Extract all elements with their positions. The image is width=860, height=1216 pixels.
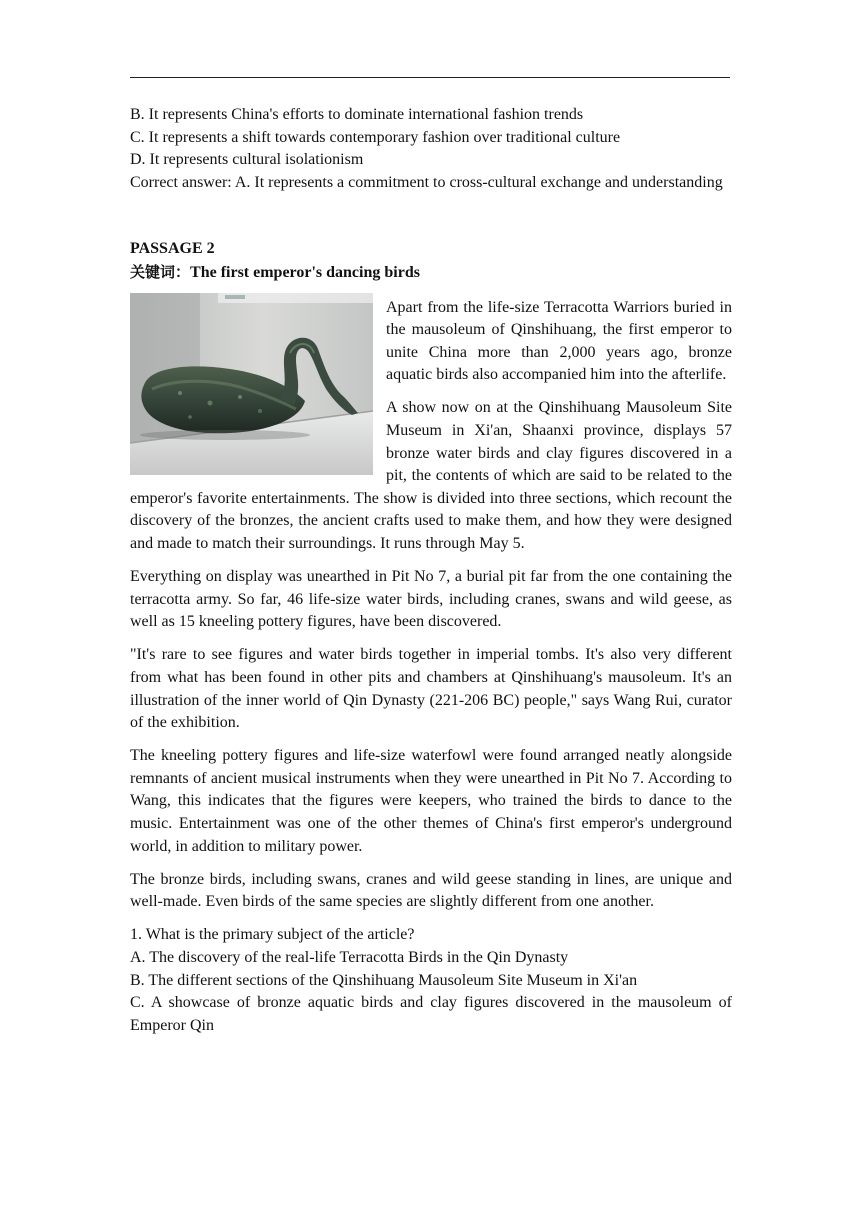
page-content: [130, 104, 732, 1037]
option-b: B. The different sections of the Qinshihuang Mausoleum Site Museum in Xi'an: [130, 971, 638, 989]
passage-keyword: [130, 261, 732, 285]
question-stem: 1. What is the primary subject of the article?: [130, 926, 415, 944]
paragraph-5: The kneeling pottery figures and life-size waterfowl were found arranged neatly alongside remnants of ancient musical instruments when they were unearthed in Pit No 7. According to Wang, this indicates that the figures were keepers, who trained the birds to dance to the music. Entertainment was one of the other themes of China's first emperor's underground world, in addition to military power.: [130, 747, 732, 855]
option-c: C. A showcase of bronze aquatic birds and clay figures discovered in the mausoleum of Emperor Qin: [130, 994, 732, 1034]
keyword-title: The first emperor's dancing birds: [190, 263, 420, 281]
paragraph-2: A show now on at the Qinshihuang Mausoleum Site Museum in Xi'an, Shaanxi province, displays 57 bronze water birds and clay figures discovered in a pit, the contents of which are said to be related to the emperor's favorite entertainments. The show is divided into three sections, which recount the discovery of the bronzes, the ancient crafts used to make them, and how they were designed and made to match their surroundings. It runs through May 5.: [130, 399, 732, 552]
previous-question-options: [130, 104, 732, 194]
paragraph-6: The bronze birds, including swans, cranes and wild geese standing in lines, are unique and well-made. Even birds of the same species are slightly different from one another.: [130, 870, 732, 911]
question-1: [130, 924, 732, 1037]
option-b: B. It represents China's efforts to dominate international fashion trends: [130, 106, 584, 123]
option-c: C. It represents a shift towards contemporary fashion over traditional culture: [130, 128, 621, 146]
paragraph-3: Everything on display was unearthed in Pit No 7, a burial pit far from the one containing the terracotta army. So far, 46 life-size water birds, including cranes, swans and wild geese, as well as 15 kneeling pottery figures, have been discovered.: [130, 568, 732, 631]
paragraph-1: Apart from the life-size Terracotta Warriors buried in the mausoleum of Qinshihuang, the first emperor to unite China more than 2,000 years ago, bronze aquatic birds also accompanied him into the afterlife.: [386, 298, 732, 384]
correct-answer: Correct answer: A. It represents a commitment to cross-cultural exchange and understanding: [130, 173, 723, 191]
option-a: A. The discovery of the real-life Terracotta Birds in the Qin Dynasty: [130, 949, 569, 966]
paragraph-4: "It's rare to see figures and water birds together in imperial tombs. It's also very different from what has been found in other pits and chambers at Qinshihuang's mausoleum. It's an illustration of the inner world of Qin Dynasty (221-206 BC) people," says Wang Rui, curator of the exhibition.: [130, 646, 732, 732]
header-rule: [130, 77, 730, 78]
option-d: D. It represents cultural isolationism: [130, 151, 364, 169]
keyword-label: 关键词：: [130, 262, 191, 281]
bronze-swan-photo-icon: [130, 293, 373, 475]
passage-label: PASSAGE 2: [130, 240, 215, 258]
